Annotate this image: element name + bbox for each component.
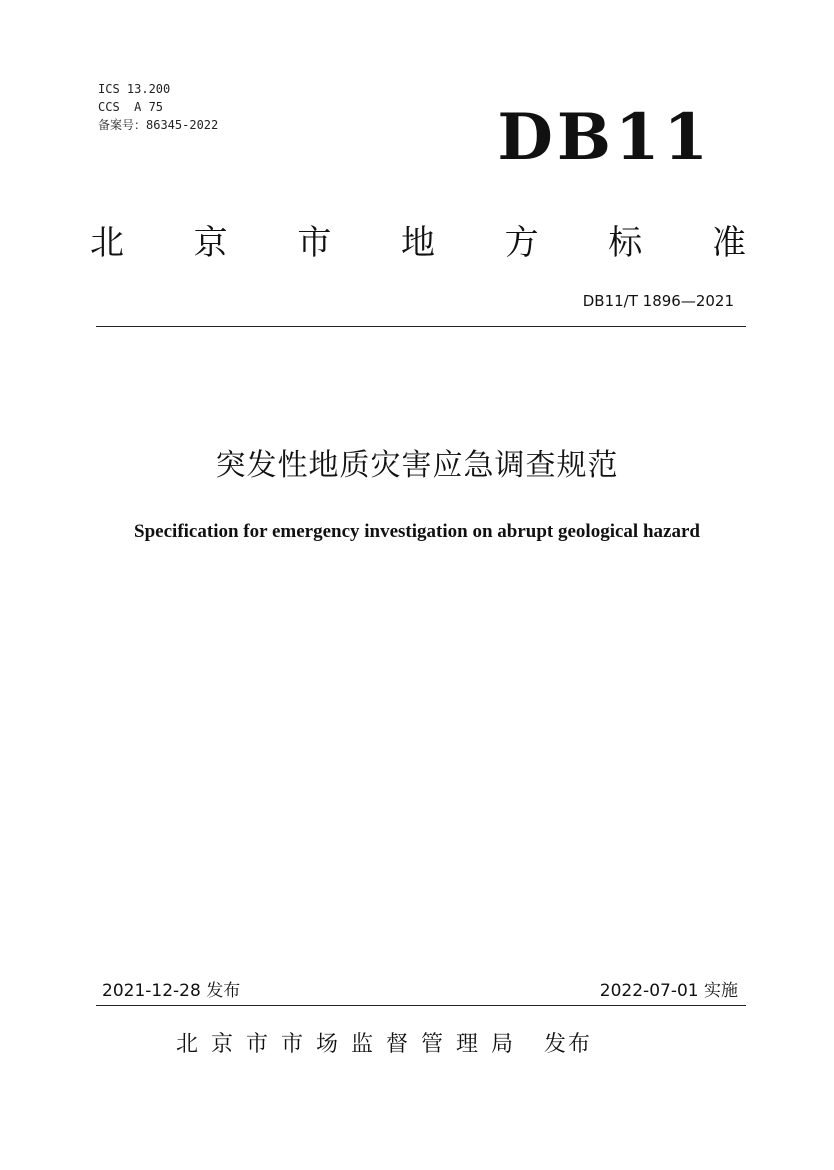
authority-char-bei: 北 [90, 223, 124, 263]
authority-char-biao: 标 [608, 223, 643, 263]
effective-date: 2022-07-01 实施 [599, 981, 738, 1001]
bottom-divider [96, 1005, 746, 1006]
publisher-action: 发布 [544, 1032, 593, 1057]
authority-char-zhun: 准 [711, 223, 746, 263]
db11-logo: DB11 [497, 100, 712, 175]
issuing-authority-heading [90, 222, 746, 264]
authority-char-di: 地 [400, 223, 435, 263]
publisher-line [176, 1030, 592, 1060]
english-title: Specification for emergency investigation on abrupt geological hazard [134, 521, 700, 542]
classification-info [98, 80, 218, 134]
filing-number: 备案号：86345-2022 [98, 118, 219, 132]
issue-date: 2021-12-28 发布 [102, 981, 241, 1001]
authority-char-fang: 方 [504, 223, 539, 263]
standard-number: DB11/T 1896—2021 [582, 292, 734, 310]
authority-char-jing: 京 [193, 223, 228, 263]
chinese-title: 突发性地质灾害应急调查规范 [215, 448, 619, 483]
ccs-code: CCS A 75 [98, 100, 164, 114]
ics-code: ICS 13.200 [98, 82, 171, 96]
authority-char-shi: 市 [297, 223, 332, 263]
publisher-name: 北京市市场监督管理局 [176, 1032, 527, 1057]
top-divider [96, 326, 746, 327]
